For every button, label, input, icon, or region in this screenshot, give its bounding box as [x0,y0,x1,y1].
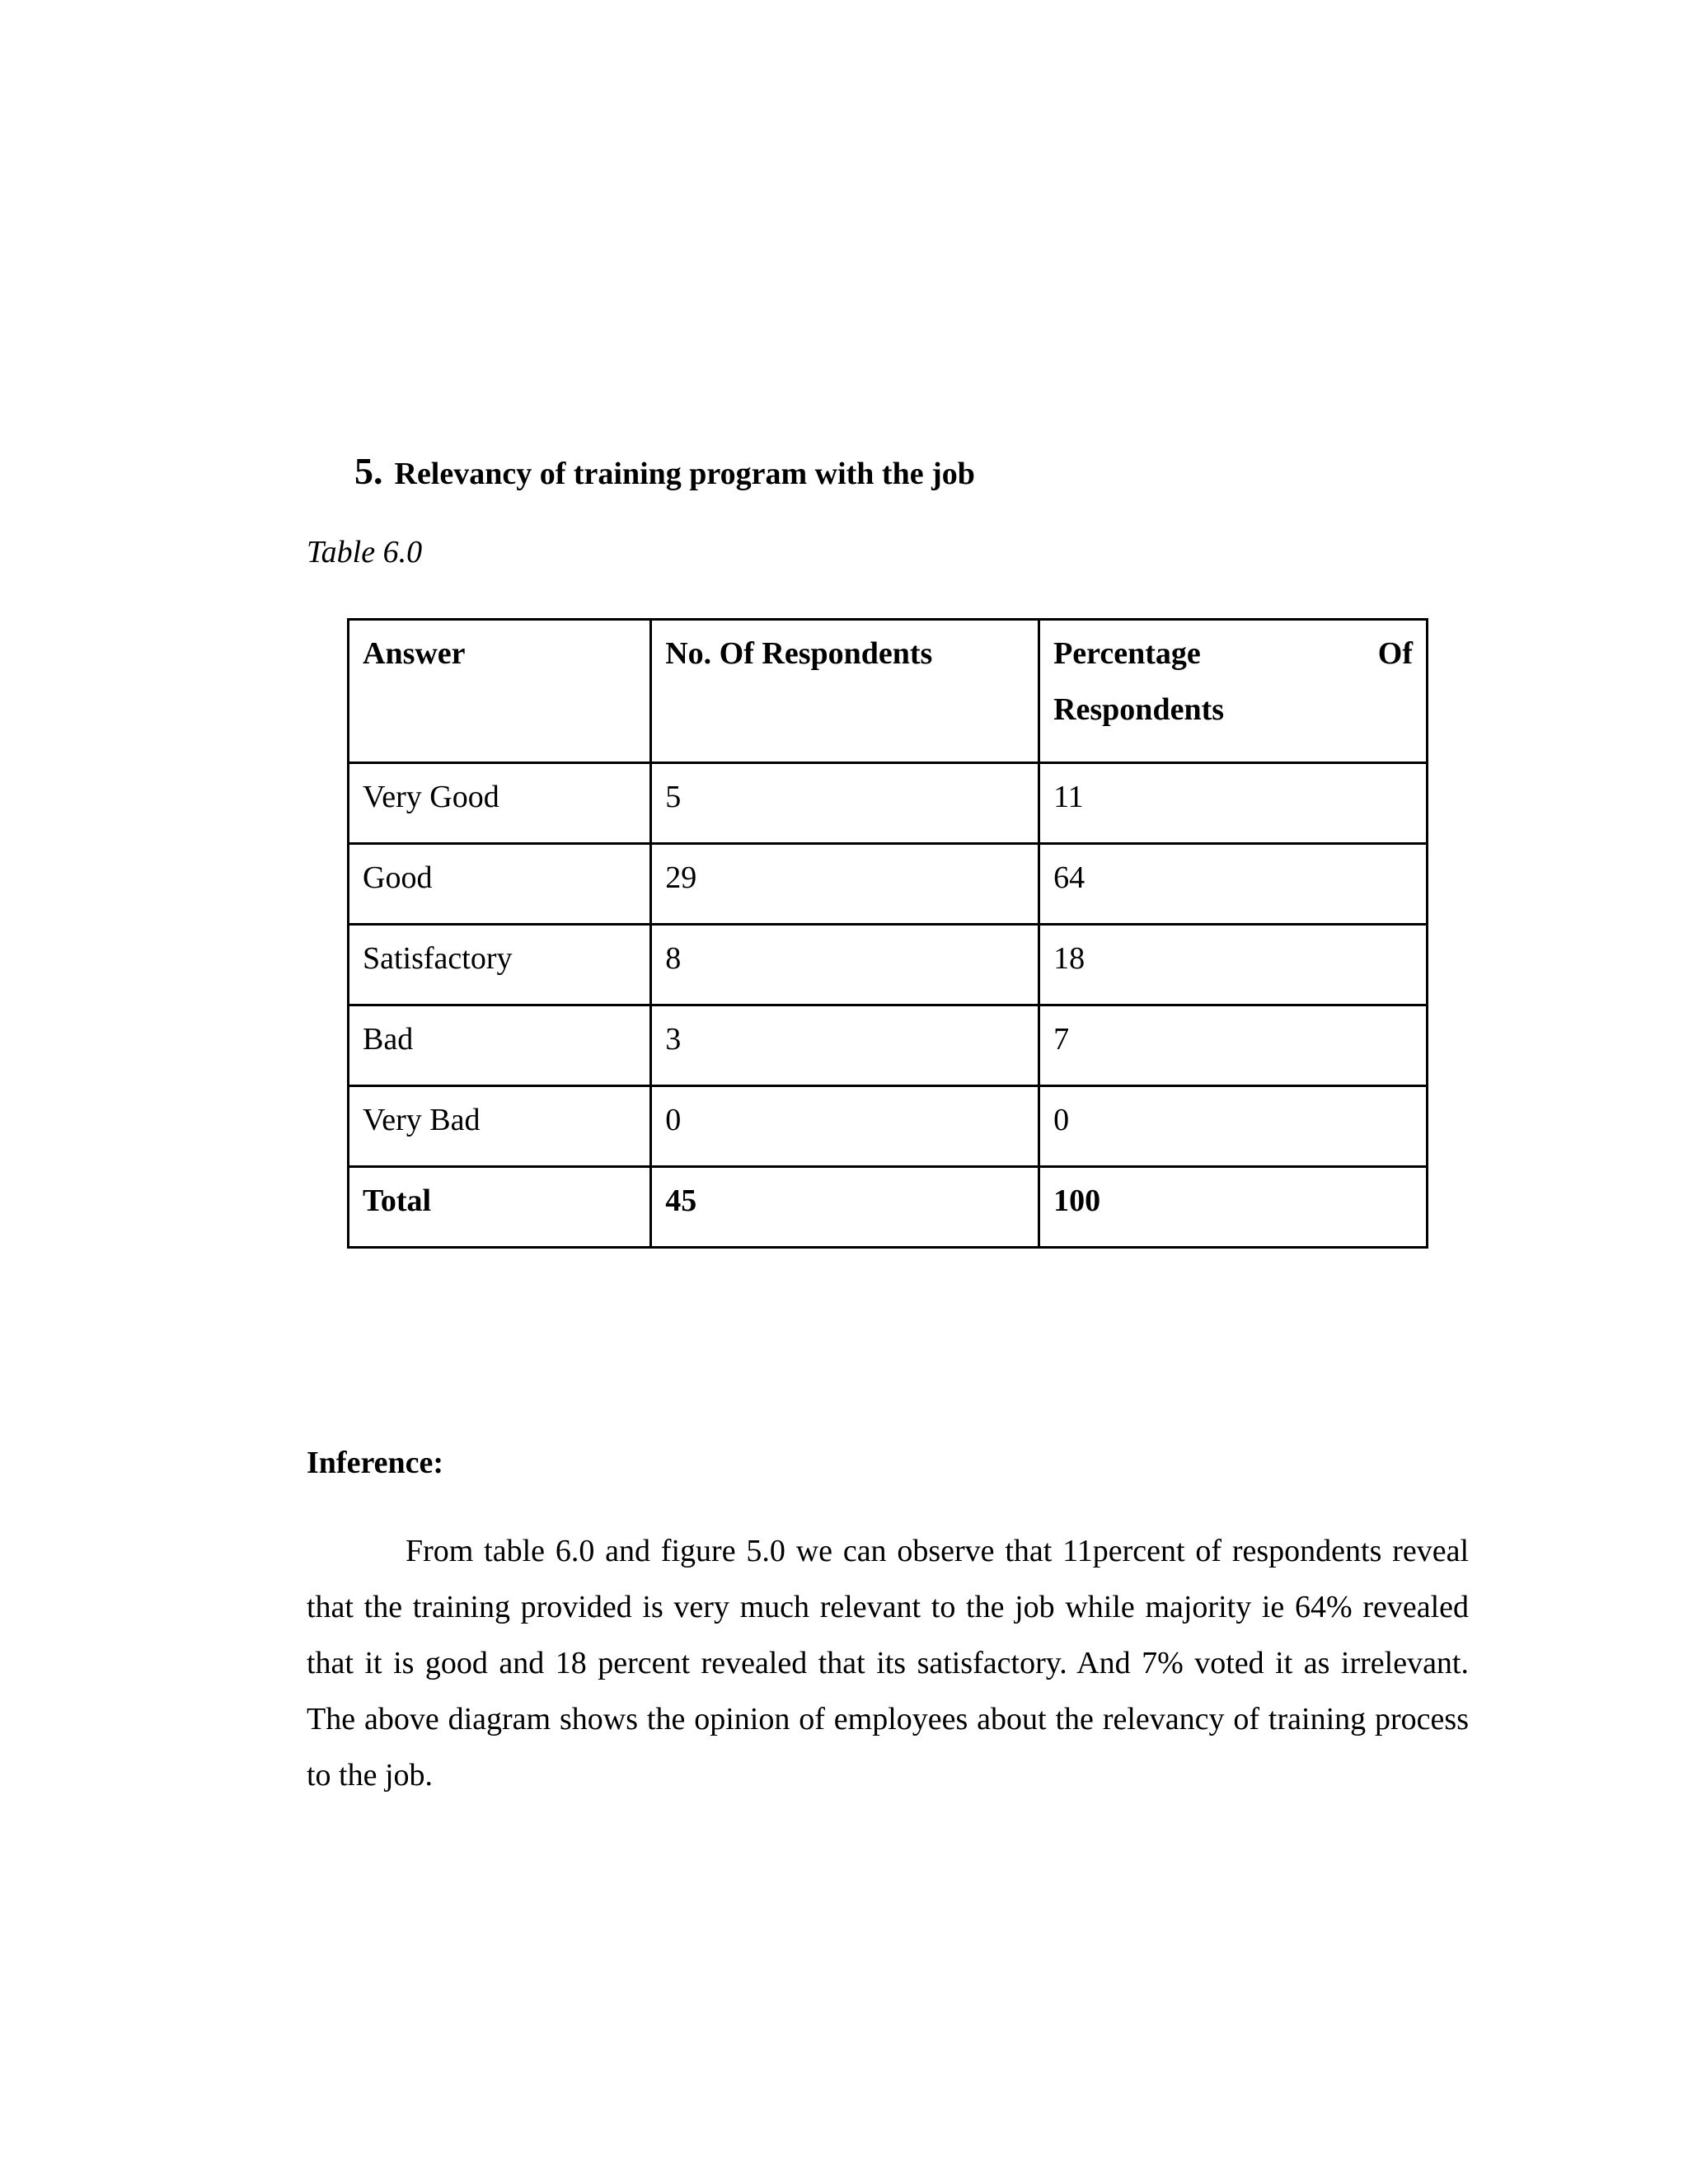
section-heading [354,449,975,493]
header-percentage-word3: Respondents [1053,692,1225,727]
table-row [349,925,1428,1005]
cell-answer: Very Bad [349,1086,651,1167]
inference-heading: Inference: [307,1446,444,1480]
table-header-row [349,620,1428,763]
cell-count: 8 [651,925,1039,1005]
total-answer: Total [349,1167,651,1248]
header-answer: Answer [349,620,651,763]
table-row [349,1005,1428,1086]
table-row [349,1086,1428,1167]
table-row [349,844,1428,925]
cell-percentage: 7 [1039,1005,1428,1086]
cell-percentage: 64 [1039,844,1428,925]
respondents-table [347,618,1428,1249]
cell-percentage: 18 [1039,925,1428,1005]
cell-count: 3 [651,1005,1039,1086]
cell-answer: Very Good [349,763,651,844]
cell-answer: Bad [349,1005,651,1086]
table-row [349,763,1428,844]
header-percentage [1039,620,1428,763]
cell-count: 29 [651,844,1039,925]
cell-count: 0 [651,1086,1039,1167]
cell-percentage: 0 [1039,1086,1428,1167]
inference-paragraph: From table 6.0 and figure 5.0 we can observe that 11percent of respondents reveal that the training provided is very much relevant to the job while majority ie 64% revealed that it is good and 18 percent revealed that its satisfactory. And 7% voted it as irrelevant. The above diagram shows the opinion of employees about the relevancy of training process to the job. [307,1534,1469,1793]
cell-percentage: 11 [1039,763,1428,844]
table-caption: Table 6.0 [307,535,423,569]
header-count: No. Of Respondents [651,620,1039,763]
cell-answer: Good [349,844,651,925]
section-title: Relevancy of training program with the job [394,457,975,491]
cell-count: 5 [651,763,1039,844]
header-percentage-word1: Percentage [1053,636,1201,671]
section-number: 5. [354,450,383,492]
total-percentage: 100 [1039,1167,1428,1248]
table-total-row [349,1167,1428,1248]
total-count: 45 [651,1167,1039,1248]
cell-answer: Satisfactory [349,925,651,1005]
header-percentage-word2: Of [1377,636,1413,671]
